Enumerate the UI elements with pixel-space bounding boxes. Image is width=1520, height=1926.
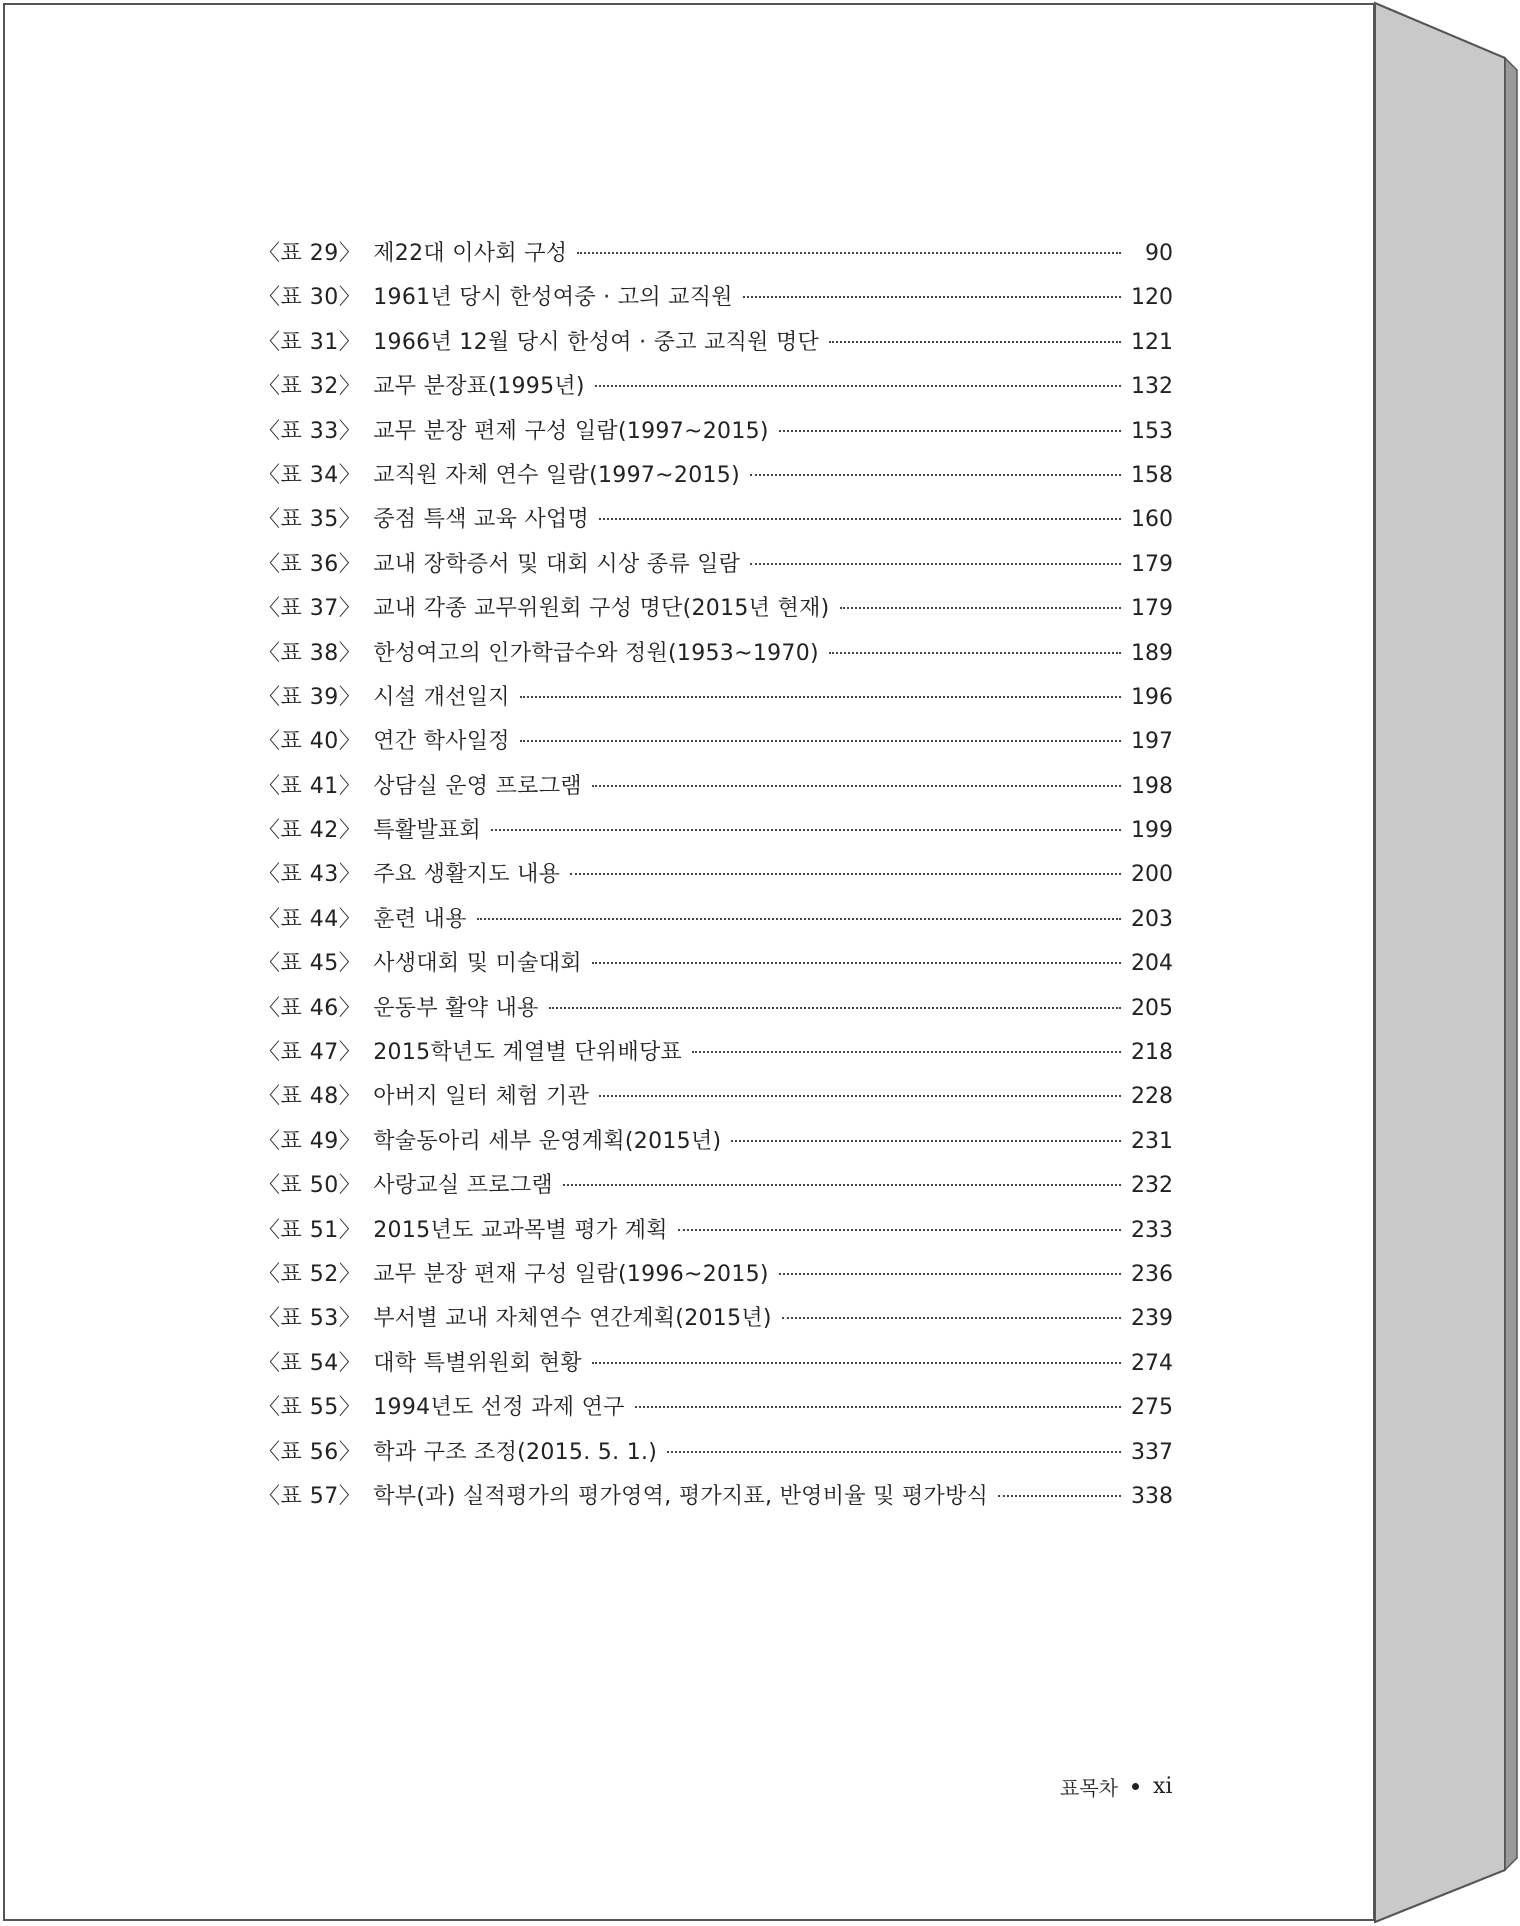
dot-leader <box>570 873 1121 875</box>
dot-leader <box>829 341 1121 343</box>
toc-entry-page: 231 <box>1131 1128 1173 1154</box>
dot-leader <box>840 607 1121 609</box>
footer-page-number: xi <box>1152 1774 1173 1799</box>
toc-entry-page: 337 <box>1131 1439 1173 1465</box>
toc-entry-title: 부서별 교내 자체연수 연간계획(2015년) <box>373 1306 772 1332</box>
toc-entry-page: 189 <box>1131 640 1173 666</box>
dot-leader <box>563 1184 1121 1186</box>
dot-leader <box>678 1229 1121 1231</box>
toc-entry-page: 132 <box>1131 374 1173 400</box>
dot-leader <box>692 1051 1121 1053</box>
bullet-icon <box>1132 1783 1139 1790</box>
toc-entry-page: 204 <box>1131 951 1173 977</box>
toc-entry-title: 사랑교실 프로그램 <box>373 1173 553 1199</box>
toc-entry <box>258 1075 1173 1119</box>
toc-entry-page: 239 <box>1131 1306 1173 1332</box>
dot-leader <box>577 252 1121 254</box>
toc-entry-title: 사생대회 및 미술대회 <box>373 951 582 977</box>
toc-entry-title: 한성여고의 인가학급수와 정원(1953~1970) <box>373 640 819 666</box>
toc-entry-title: 1994년도 선정 과제 연구 <box>373 1395 625 1421</box>
toc-entry-label: 〈표 46〉 <box>258 995 362 1021</box>
toc-entry-title: 학술동아리 세부 운영계획(2015년) <box>373 1128 722 1154</box>
toc-entry-title: 교무 분장 편재 구성 일람(1996~2015) <box>373 1261 769 1287</box>
dot-leader <box>998 1495 1121 1497</box>
toc-entry-label: 〈표 41〉 <box>258 773 362 799</box>
toc-entry <box>258 1164 1173 1208</box>
toc-entry-label: 〈표 40〉 <box>258 729 362 755</box>
toc-entry-title: 상담실 운영 프로그램 <box>373 773 582 799</box>
toc-entry-label: 〈표 50〉 <box>258 1173 362 1199</box>
toc-entry-title: 2015년도 교과목별 평가 계획 <box>373 1217 668 1243</box>
toc-entry-label: 〈표 52〉 <box>258 1261 362 1287</box>
toc-entry <box>258 365 1173 409</box>
toc-entry-title: 교내 장학증서 및 대회 시상 종류 일람 <box>373 551 741 577</box>
toc-entry-page: 203 <box>1131 906 1173 932</box>
toc-entry <box>258 410 1173 454</box>
toc-entry-title: 훈련 내용 <box>373 906 467 932</box>
toc-entry-label: 〈표 35〉 <box>258 507 362 533</box>
dot-leader <box>743 296 1121 298</box>
toc-entry-label: 〈표 36〉 <box>258 551 362 577</box>
toc-entry-page: 232 <box>1131 1173 1173 1199</box>
toc-entry-page: 233 <box>1131 1217 1173 1243</box>
toc-entry-page: 218 <box>1131 1040 1173 1066</box>
toc-entry <box>258 1031 1173 1075</box>
toc-entry-title: 운동부 활약 내용 <box>373 995 539 1021</box>
toc-entry-title: 중점 특색 교육 사업명 <box>373 507 590 533</box>
toc-entry-label: 〈표 42〉 <box>258 818 362 844</box>
toc-entry-label: 〈표 43〉 <box>258 862 362 888</box>
toc-entry <box>258 809 1173 853</box>
toc-entry-label: 〈표 31〉 <box>258 329 362 355</box>
dot-leader <box>520 740 1121 742</box>
toc-entry <box>258 987 1173 1031</box>
toc-entry-label: 〈표 57〉 <box>258 1483 362 1509</box>
toc-entry-page: 158 <box>1131 462 1173 488</box>
toc-entry-title: 대학 특별위원회 현황 <box>373 1350 582 1376</box>
toc-entry-page: 179 <box>1131 551 1173 577</box>
toc-entry-page: 200 <box>1131 862 1173 888</box>
toc-entry-label: 〈표 29〉 <box>258 241 362 266</box>
toc-entry-label: 〈표 34〉 <box>258 462 362 488</box>
toc-entry <box>258 853 1173 897</box>
toc-entry-title: 1966년 12월 당시 한성여 · 중고 교직원 명단 <box>373 329 820 355</box>
toc-entry <box>258 898 1173 942</box>
toc-entry-page: 228 <box>1131 1084 1173 1110</box>
toc-entry-title: 제22대 이사회 구성 <box>373 241 568 266</box>
toc-entry-label: 〈표 45〉 <box>258 951 362 977</box>
dot-leader <box>779 1273 1121 1275</box>
toc-entry-label: 〈표 37〉 <box>258 596 362 622</box>
toc-entry-page: 199 <box>1131 818 1173 844</box>
toc-entry <box>258 1431 1173 1475</box>
dot-leader <box>599 518 1121 520</box>
toc-entry <box>258 1475 1173 1519</box>
dot-leader <box>477 918 1121 920</box>
dot-leader <box>731 1140 1121 1142</box>
toc-entry <box>258 276 1173 320</box>
toc-entry-title: 아버지 일터 체험 기관 <box>373 1084 590 1110</box>
toc-entry-title: 학부(과) 실적평가의 평가영역, 평가지표, 반영비율 및 평가방식 <box>373 1483 989 1509</box>
toc-entry-title: 2015학년도 계열별 단위배당표 <box>373 1040 683 1066</box>
dot-leader <box>520 696 1121 698</box>
toc-entry-label: 〈표 54〉 <box>258 1350 362 1376</box>
dot-leader <box>592 962 1121 964</box>
toc-entry-title: 특활발표회 <box>373 818 482 844</box>
toc-entry-page: 338 <box>1131 1483 1173 1509</box>
toc-entry <box>258 1120 1173 1164</box>
toc-entry-title: 교무 분장표(1995년) <box>373 374 585 400</box>
toc-entry <box>258 232 1173 276</box>
toc-entry <box>258 543 1173 587</box>
toc-entry <box>258 1253 1173 1297</box>
toc-entry-label: 〈표 44〉 <box>258 906 362 932</box>
dot-leader <box>829 652 1121 654</box>
toc-entry-page: 120 <box>1131 285 1173 311</box>
toc-entry <box>258 765 1173 809</box>
toc-entry-label: 〈표 55〉 <box>258 1395 362 1421</box>
footer-section-title: 표목차 <box>1060 1776 1118 1800</box>
dot-leader <box>549 1007 1121 1009</box>
toc-entry <box>258 321 1173 365</box>
toc-entry-page: 90 <box>1145 241 1173 266</box>
toc-entry-page: 275 <box>1131 1395 1173 1421</box>
toc-entry <box>258 498 1173 542</box>
toc-entry-label: 〈표 56〉 <box>258 1439 362 1465</box>
toc-entry-page: 205 <box>1131 995 1173 1021</box>
page-footer <box>1060 1772 1172 1801</box>
toc-entry-label: 〈표 39〉 <box>258 684 362 710</box>
toc-entry <box>258 454 1173 498</box>
dot-leader <box>592 785 1121 787</box>
toc-entry-label: 〈표 33〉 <box>258 418 362 444</box>
toc-entry-label: 〈표 49〉 <box>258 1128 362 1154</box>
toc-entry-page: 274 <box>1131 1350 1173 1376</box>
toc-entry-page: 160 <box>1131 507 1173 533</box>
toc-entry <box>258 1297 1173 1341</box>
toc-entry-title: 학과 구조 조정(2015. 5. 1.) <box>373 1439 658 1465</box>
toc-entry-title: 연간 학사일정 <box>373 729 510 755</box>
toc-entry <box>258 1209 1173 1253</box>
dot-leader <box>635 1406 1121 1408</box>
dot-leader <box>782 1317 1121 1319</box>
toc-entry-label: 〈표 51〉 <box>258 1217 362 1243</box>
toc-entry-title: 교무 분장 편제 구성 일람(1997~2015) <box>373 418 769 444</box>
dot-leader <box>599 1095 1121 1097</box>
toc-entry-page: 196 <box>1131 684 1173 710</box>
dot-leader <box>750 474 1121 476</box>
dot-leader <box>667 1451 1121 1453</box>
toc-entry <box>258 942 1173 986</box>
toc-entry-title: 1961년 당시 한성여중 · 고의 교직원 <box>373 285 733 311</box>
toc-entry-title: 교내 각종 교무위원회 구성 명단(2015년 현재) <box>373 596 830 622</box>
toc-entry <box>258 632 1173 676</box>
toc-entry <box>258 720 1173 764</box>
toc-entry-page: 121 <box>1131 329 1173 355</box>
toc-entry-title: 시설 개선일지 <box>373 684 510 710</box>
toc-entry-label: 〈표 32〉 <box>258 374 362 400</box>
toc-entry-label: 〈표 38〉 <box>258 640 362 666</box>
toc-entry <box>258 1386 1173 1430</box>
toc-entry-page: 179 <box>1131 596 1173 622</box>
toc-entry-label: 〈표 48〉 <box>258 1084 362 1110</box>
dot-leader <box>595 385 1121 387</box>
table-of-tables <box>258 232 1173 1519</box>
toc-entry-label: 〈표 30〉 <box>258 285 362 311</box>
toc-entry <box>258 1342 1173 1386</box>
dot-leader <box>779 430 1121 432</box>
dot-leader <box>750 563 1121 565</box>
dot-leader <box>491 829 1121 831</box>
toc-entry-label: 〈표 47〉 <box>258 1040 362 1066</box>
toc-entry-page: 197 <box>1131 729 1173 755</box>
toc-entry-page: 236 <box>1131 1261 1173 1287</box>
toc-entry-page: 198 <box>1131 773 1173 799</box>
toc-entry-title: 교직원 자체 연수 일람(1997~2015) <box>373 462 740 488</box>
toc-entry-label: 〈표 53〉 <box>258 1306 362 1332</box>
toc-entry <box>258 587 1173 631</box>
dot-leader <box>592 1362 1121 1364</box>
toc-entry-title: 주요 생활지도 내용 <box>373 862 561 888</box>
toc-entry <box>258 676 1173 720</box>
toc-entry-page: 153 <box>1131 418 1173 444</box>
